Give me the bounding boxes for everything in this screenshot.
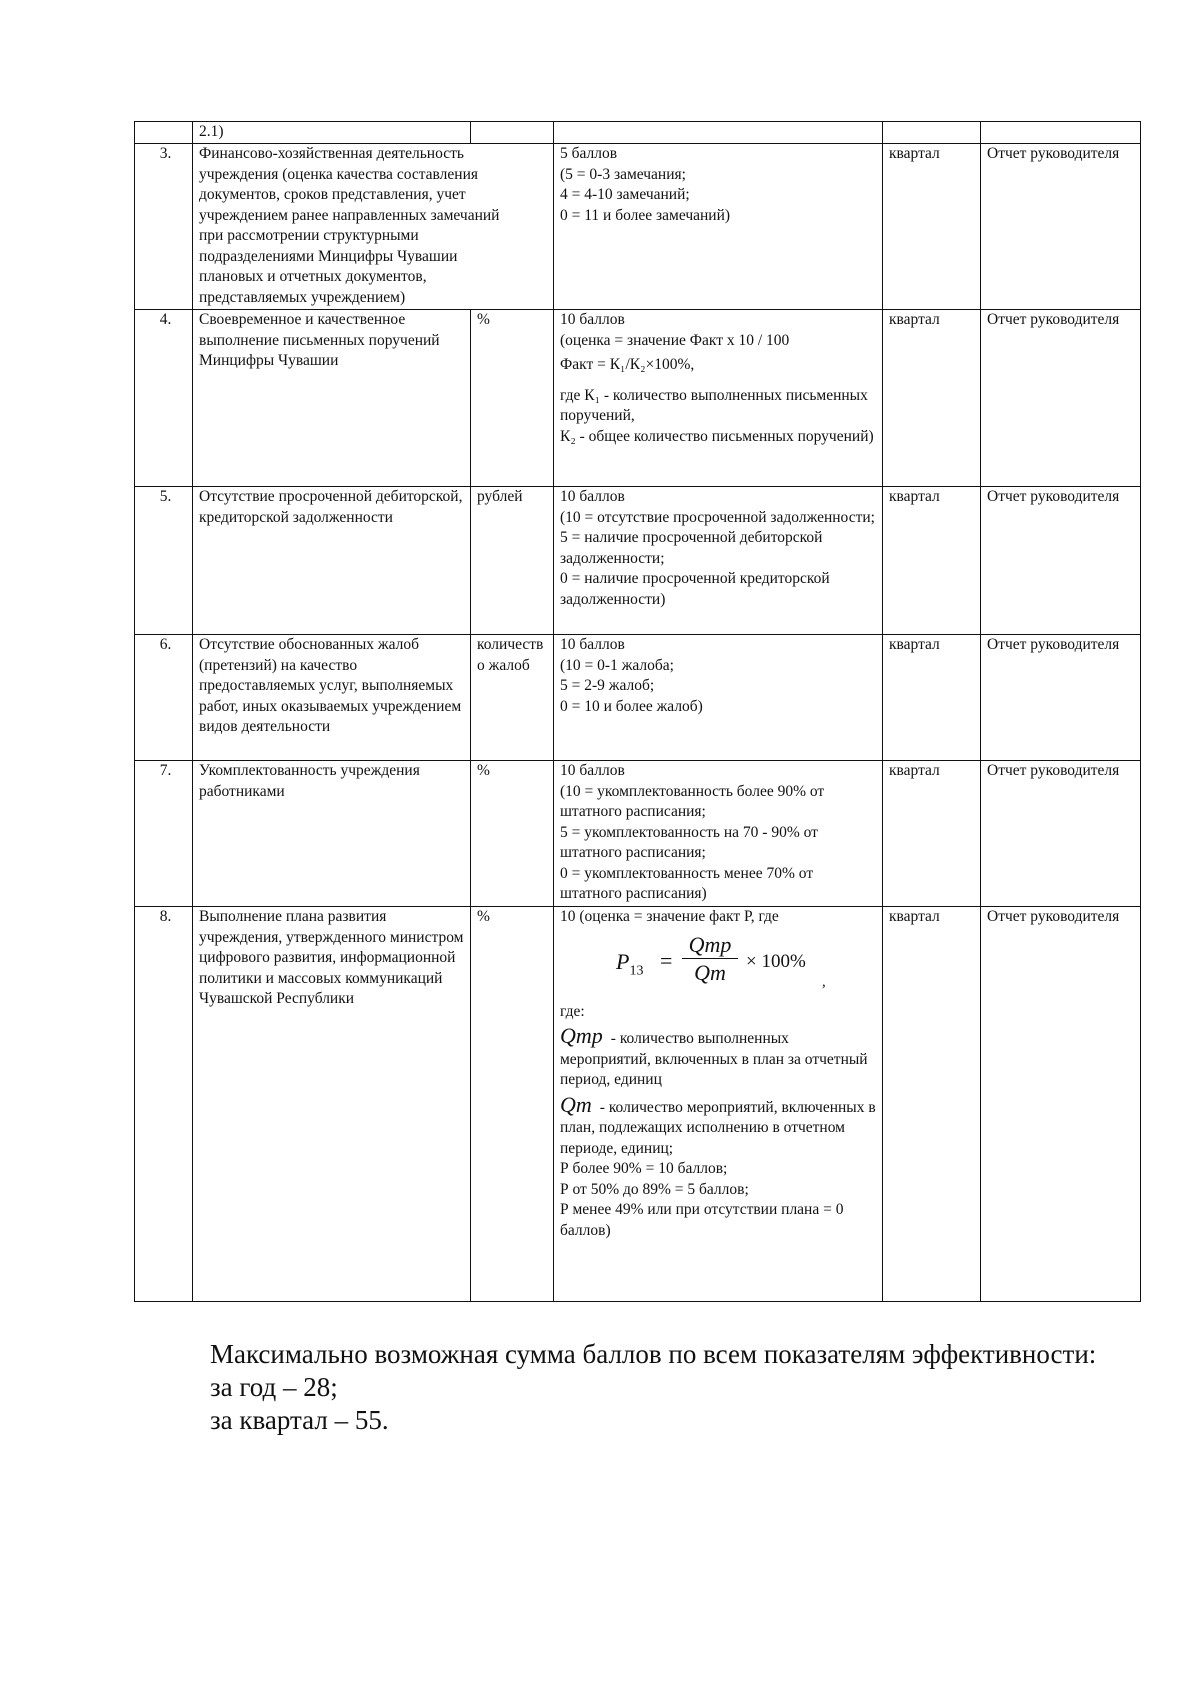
criteria-line: Р более 90% = 10 баллов; (560, 1160, 728, 1177)
criteria-cell (554, 122, 883, 144)
criteria-line: 0 = 10 и более жалоб) (560, 697, 703, 715)
fact-formula: Факт = К₁/К₂×100%, (560, 356, 695, 373)
period-cell: квартал (883, 144, 981, 310)
qmp-symbol: Qmp (560, 1023, 603, 1048)
row-number: 3. (135, 144, 193, 310)
period-cell (883, 122, 981, 144)
criteria-line: 10 баллов (560, 311, 625, 328)
formula-numerator: Qmp (682, 932, 738, 959)
criteria-line: (5 = 0-3 замечания; (560, 165, 686, 183)
row-number: 5. (135, 487, 193, 635)
formula-fraction (682, 932, 738, 987)
formula-comma: , (822, 973, 826, 990)
criteria-line: 0 = 11 и более замечаний) (560, 206, 731, 224)
unit-cell: количество жалоб (471, 635, 554, 761)
report-cell (981, 122, 1141, 144)
criteria-line: К₂ - общее количество письменных поручений) (560, 427, 874, 445)
criteria-line: (10 = 0-1 жалоба; (560, 656, 674, 674)
row-number: 7. (135, 761, 193, 907)
indicator-cell: Выполнение плана развития учреждения, утвержденного министром цифрового развития, информационной политики и массовых коммуникаций Чувашской Республики (193, 907, 471, 1302)
table-row (135, 122, 1141, 144)
summary-quarter: за квартал – 55. (210, 1405, 389, 1435)
table-row (135, 310, 1141, 487)
formula-equals: = (660, 947, 673, 973)
unit-cell: % (471, 907, 554, 1302)
indicator-cell: Отсутствие просроченной дебиторской, кредиторской задолженности (193, 487, 471, 635)
indicator-cell: 2.1) (193, 122, 471, 144)
unit-cell (471, 122, 554, 144)
formula-multiplier: × 100% (746, 950, 806, 972)
criteria-cell (554, 144, 883, 310)
criteria-line: 5 баллов (560, 145, 618, 162)
report-cell: Отчет руководителя (981, 310, 1141, 487)
criteria-line: 5 = наличие просроченной дебиторской задолженности; (560, 529, 823, 567)
where-label: где: (560, 1002, 585, 1020)
p13-formula (560, 932, 876, 994)
criteria-line: 10 баллов (560, 488, 625, 505)
criteria-line: 5 = укомплектованность на 70 - 90% от штатного расписания; (560, 823, 818, 861)
criteria-line: 0 = наличие просроченной кредиторской задолженности) (560, 570, 830, 608)
criteria-line: 10 (оценка = значение факт Р, где (560, 908, 779, 925)
report-cell: Отчет руководителя (981, 761, 1141, 907)
qt-definition: Qт - количество мероприятий, включенных в план, подлежащих исполнению в отчетном периоде, единиц; (560, 1091, 876, 1157)
table-row (135, 487, 1141, 635)
criteria-cell (554, 310, 883, 487)
unit-cell: % (471, 761, 554, 907)
criteria-line: 4 = 4-10 замечаний; (560, 186, 690, 203)
criteria-line: 10 баллов (560, 762, 625, 779)
row-number (135, 122, 193, 144)
table-row (135, 907, 1141, 1302)
summary-year: за год – 28; (210, 1372, 338, 1402)
period-cell: квартал (883, 487, 981, 635)
qt-symbol: Qт (560, 1091, 592, 1117)
criteria-line: где К₁ - количество выполненных письменных поручений, (560, 386, 868, 424)
table-row (135, 635, 1141, 761)
criteria-line: 10 баллов (560, 636, 625, 653)
formula-lhs: $P_{13}$ (616, 948, 644, 978)
criteria-line: 0 = укомплектованность менее 70% от штатного расписания) (560, 864, 814, 902)
criteria-line: Р от 50% до 89% = 5 баллов; (560, 1180, 749, 1198)
criteria-cell (554, 907, 883, 1302)
period-cell: квартал (883, 761, 981, 907)
row-number: 6. (135, 635, 193, 761)
indicator-cell: Отсутствие обоснованных жалоб (претензий) на качество предоставляемых услуг, выполняемых работ, иных оказываемых учреждением видов деятельности (193, 635, 471, 761)
score-summary (210, 1338, 1096, 1437)
row-number: 4. (135, 310, 193, 487)
indicators-table (134, 121, 1141, 1302)
report-cell: Отчет руководителя (981, 144, 1141, 310)
indicator-cell: Укомплектованность учреждения работниками (193, 761, 471, 907)
unit-cell: % (471, 310, 554, 487)
table-row (135, 761, 1141, 907)
indicator-cell: Своевременное и качественное выполнение письменных поручений Минцифры Чувашии (193, 310, 471, 487)
criteria-line: (оценка = значение Факт х 10 / 100 (560, 331, 790, 349)
criteria-line: (10 = укомплектованность более 90% от штатного расписания; (560, 782, 825, 820)
report-cell: Отчет руководителя (981, 487, 1141, 635)
row-number: 8. (135, 907, 193, 1302)
period-cell: квартал (883, 635, 981, 761)
summary-title: Максимально возможная сумма баллов по всем показателям эффективности: (210, 1339, 1097, 1369)
criteria-line: 5 = 2-9 жалоб; (560, 677, 655, 694)
report-cell: Отчет руководителя (981, 907, 1141, 1302)
indicator-cell: Финансово-хозяйственная деятельность учреждения (оценка качества составления документов, сроков представления, учет учреждением ранее направленных замечаний при рассмотрении структурными подразделениями Минцифры Чувашии плановых и отчетных документов, представляемых учреждением) (193, 144, 554, 310)
criteria-line: Р менее 49% или при отсутствии плана = 0 баллов) (560, 1201, 844, 1239)
formula-denominator: Qт (694, 959, 726, 985)
criteria-cell (554, 487, 883, 635)
qmp-definition: Qmp - количество выполненных мероприятий, включенных в план за отчетный период, единиц (560, 1023, 868, 1088)
period-cell: квартал (883, 907, 981, 1302)
criteria-cell (554, 761, 883, 907)
criteria-cell (554, 635, 883, 761)
unit-cell: рублей (471, 487, 554, 635)
table-row (135, 144, 1141, 310)
report-cell: Отчет руководителя (981, 635, 1141, 761)
period-cell: квартал (883, 310, 981, 487)
criteria-line: (10 = отсутствие просроченной задолженности; (560, 508, 875, 526)
